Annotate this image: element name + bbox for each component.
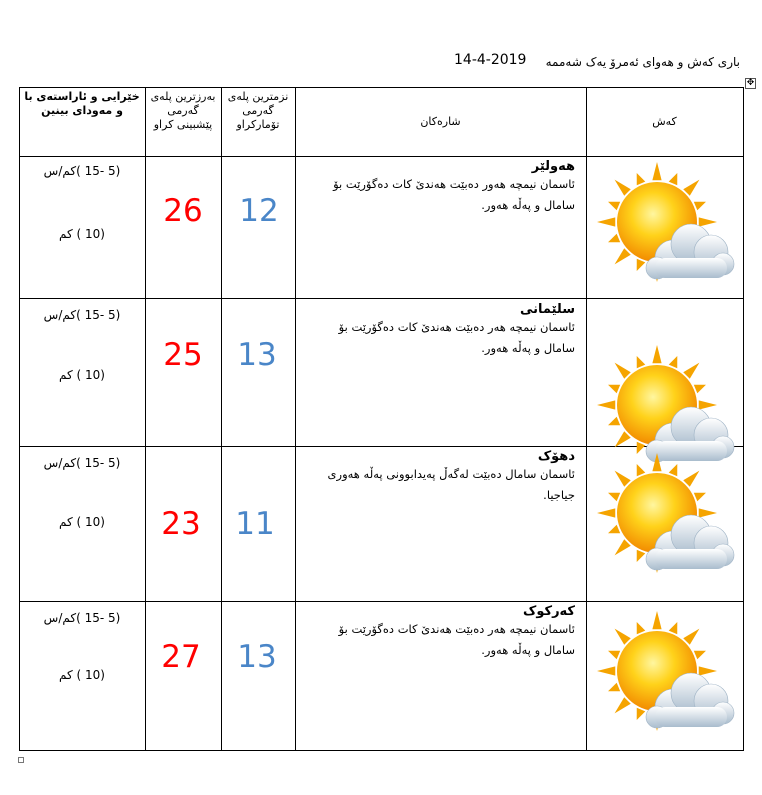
sun-cloud-icon xyxy=(595,451,735,586)
column-header-wind: خێرایی و ئاراستەی با و مەودای بینین xyxy=(24,90,140,117)
city-cell xyxy=(305,159,575,216)
wind-speed: (5 -15 )کم/س xyxy=(43,164,121,178)
column-header-max: بەرزترین پلەی گەرمی پێشبینی کراو xyxy=(150,90,216,131)
min-temp: 13 xyxy=(237,639,277,675)
report-header xyxy=(450,52,740,72)
city-cell xyxy=(305,604,575,661)
city-cell xyxy=(305,302,575,359)
city-name: سلێمانی xyxy=(519,302,575,317)
min-temp: 13 xyxy=(237,337,277,373)
column-header-cities: شارەکان xyxy=(420,115,461,128)
sun-cloud-icon xyxy=(595,609,735,744)
wind-speed: (5 -15 )کم/س xyxy=(43,308,121,322)
city-description: ئاسمان نیمچە هەر دەبێت هەندێ کات دەگۆرێت بۆ سامال و پەڵە هەور. xyxy=(338,320,575,355)
city-cell xyxy=(305,449,575,506)
table-move-handle-icon[interactable]: ✥ xyxy=(746,78,755,88)
paragraph-end-mark xyxy=(18,757,24,763)
sun-cloud-icon xyxy=(595,160,735,295)
city-name: کەرکوک xyxy=(523,604,575,619)
max-temp: 27 xyxy=(161,639,201,675)
city-description: ئاسمان نیمچە هەر دەبێت هەندێ کات دەگۆرێت بۆ سامال و پەڵە هەور. xyxy=(338,622,575,657)
max-temp: 23 xyxy=(161,506,201,542)
city-description: ئاسمان نیمچە هەور دەبێت هەندێ کات دەگۆرێت بۆ سامال و پەڵە هەور. xyxy=(333,177,575,212)
weather-table xyxy=(19,87,744,751)
city-name: دهۆک xyxy=(537,449,575,464)
visibility: (10 ) کم xyxy=(59,668,105,682)
max-temp: 25 xyxy=(163,337,203,373)
visibility: (10 ) کم xyxy=(59,368,105,382)
visibility: (10 ) کم xyxy=(59,515,105,529)
report-title: باری کەش و هەوای ئەمرۆ یەک شەممە xyxy=(545,55,740,69)
visibility: (10 ) کم xyxy=(59,227,105,241)
max-temp: 26 xyxy=(163,193,203,229)
city-description: ئاسمان سامال دەبێت لەگەڵ پەیدابوونی پەڵە هەوری جیاجیا. xyxy=(327,467,575,502)
column-header-min: نزمترین پلەی گەرمی تۆمارکراو xyxy=(227,90,289,131)
city-name: هەولێر xyxy=(531,159,575,174)
wind-speed: (5 -15 )کم/س xyxy=(43,611,121,625)
min-temp: 11 xyxy=(235,506,275,542)
min-temp: 12 xyxy=(239,193,279,229)
report-date: 14-4-2019 xyxy=(454,52,527,68)
column-header-weather: کەش xyxy=(652,115,677,128)
wind-speed: (5 -15 )کم/س xyxy=(43,456,121,470)
